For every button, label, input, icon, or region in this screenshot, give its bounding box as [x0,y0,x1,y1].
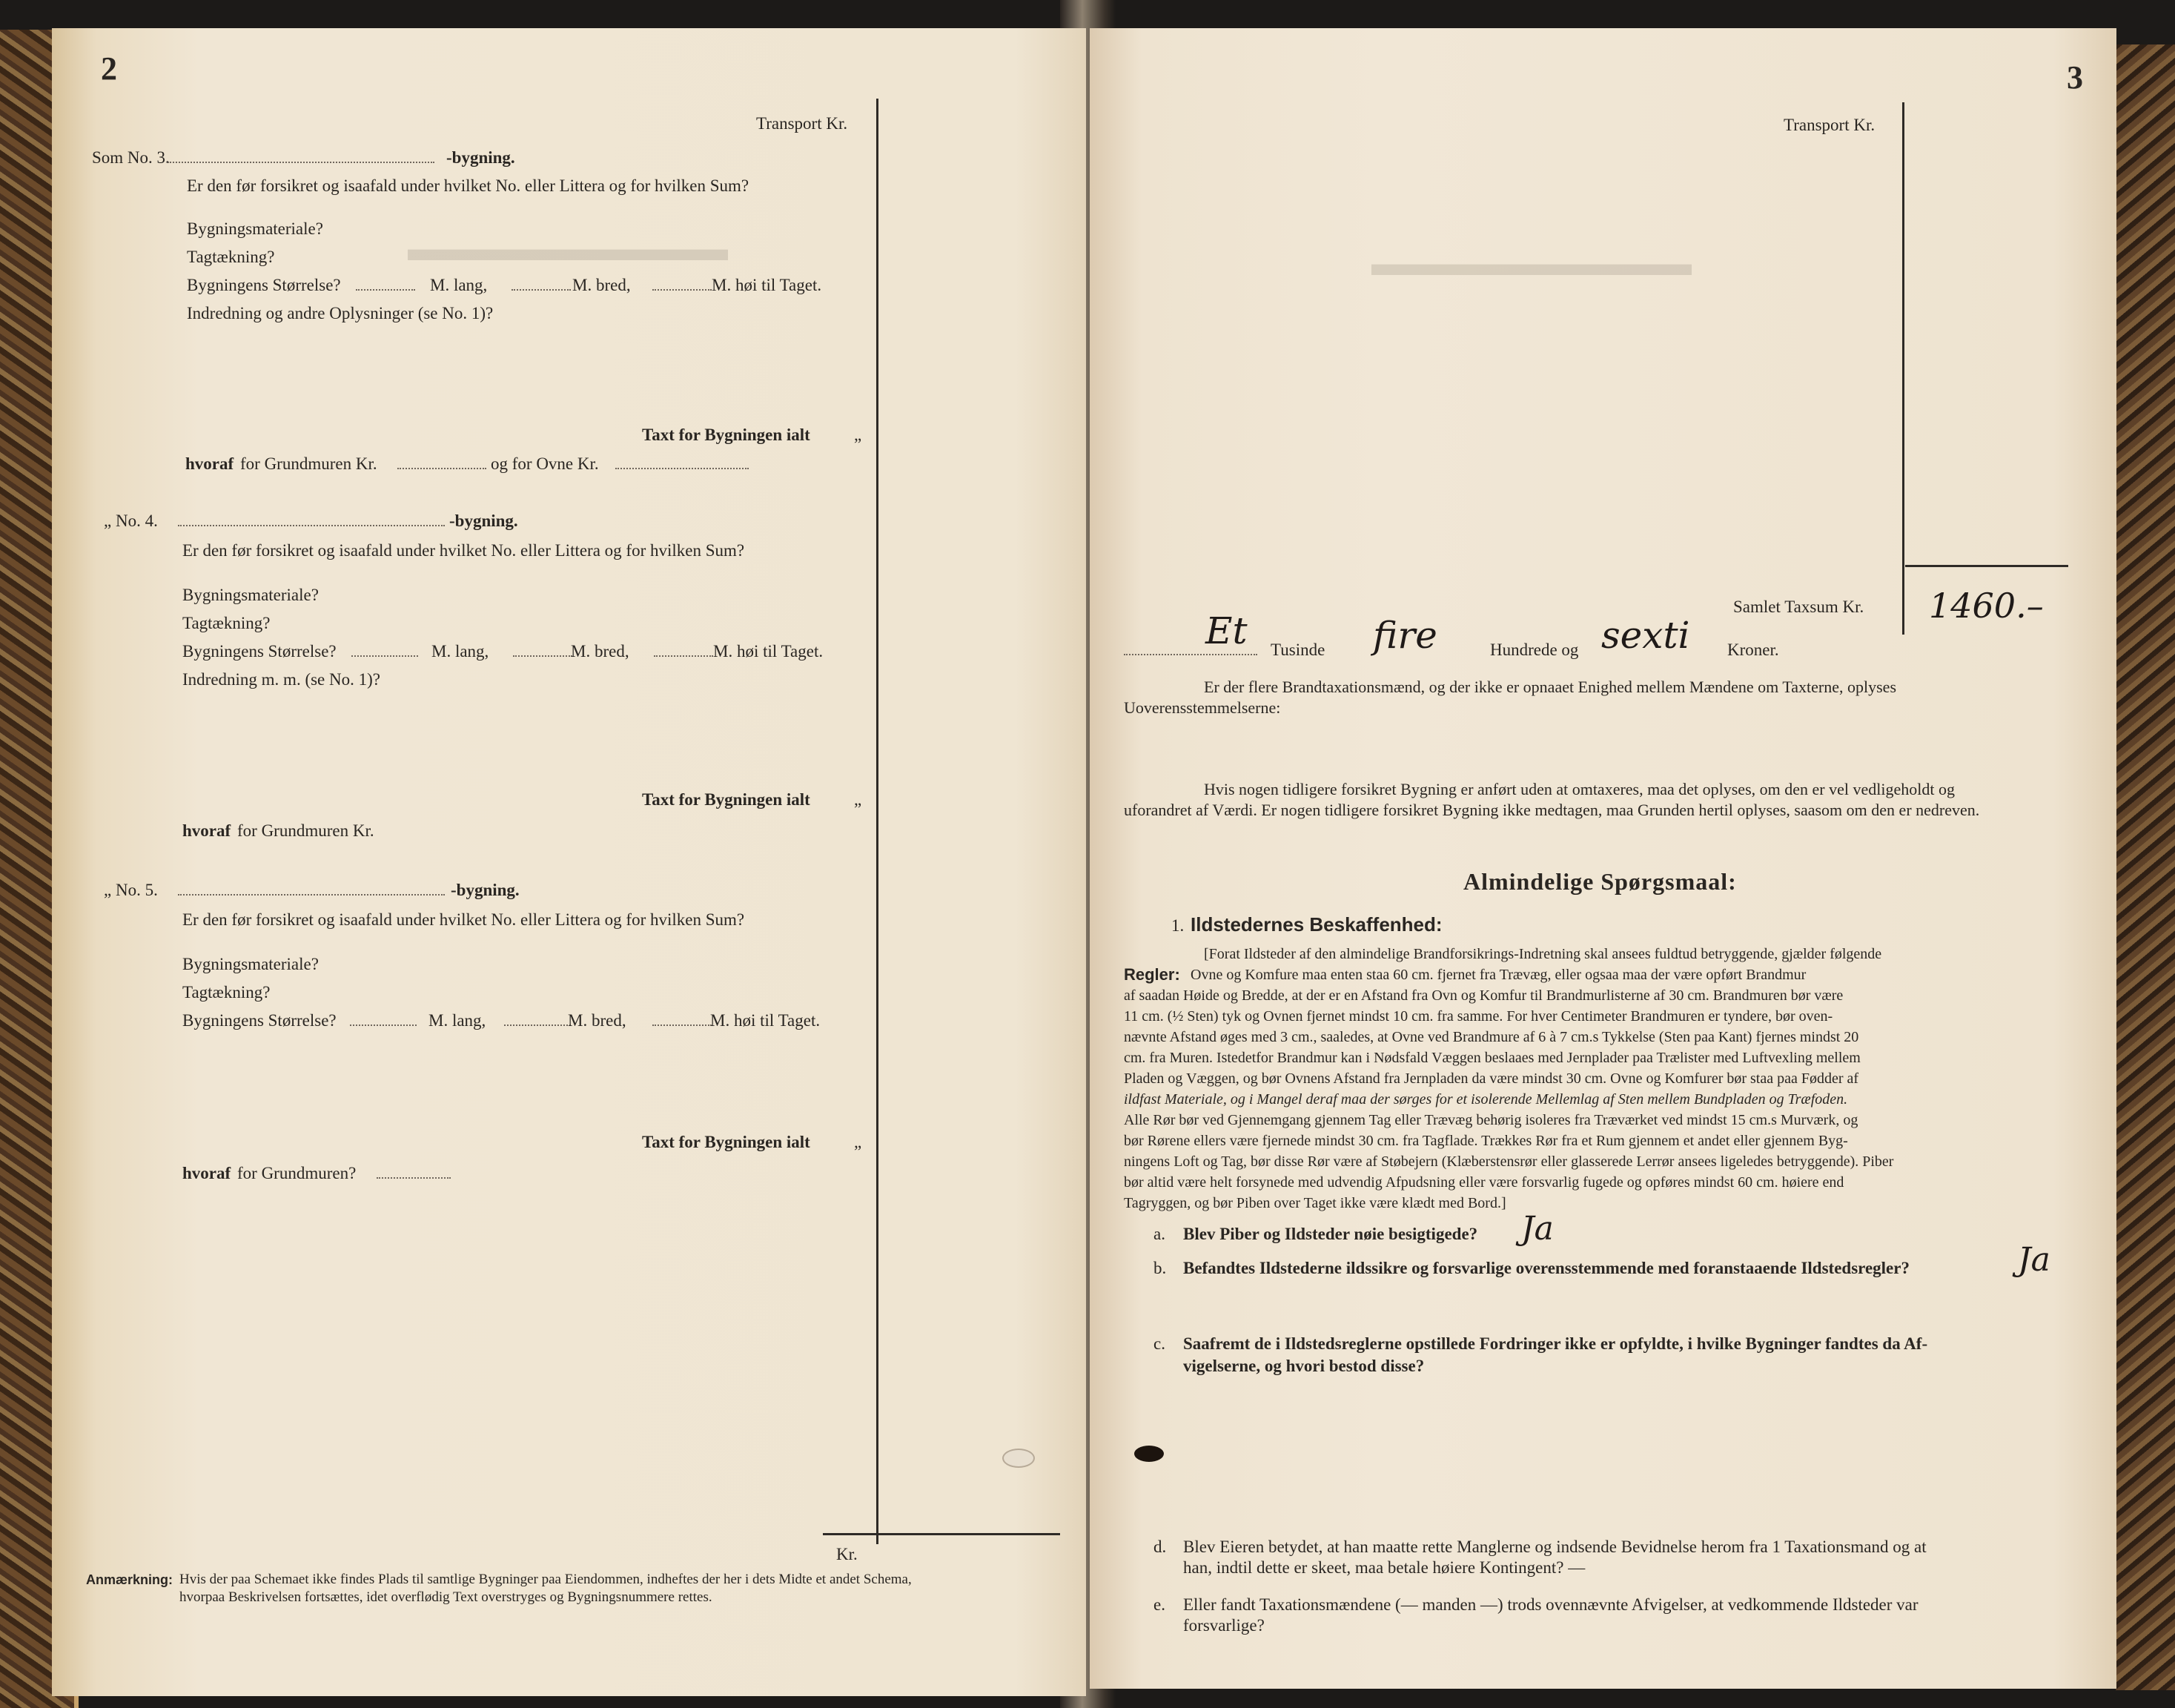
amount-words-hand-et: Et [1205,609,1248,652]
b3-bred: M. bred, [572,276,631,294]
para2-line1: Hvis nogen tidligere forsikret Bygning er anført uden at omtaxeres, maa det oplyses, om den er vel vedligeholdt og [1204,780,1955,798]
b5-size: Bygningens Størrelse? [182,1011,337,1030]
b3-name-blank [168,148,442,168]
qb-answer-handwritten: Ja [2018,1241,2050,1279]
b3-question: Er den før forsikret og isaafald under hvilket No. eller Littera og for hvilken Sum? [187,176,749,195]
samlet-value-handwritten: 1460.– [1929,586,2044,626]
para1-line2: Uoverensstemmelserne: [1124,698,1281,717]
qa-question: Blev Piber og Ildsteder nøie besigtigede? [1183,1225,1478,1243]
regler-label: Regler: [1124,965,1180,984]
b5-hoi-blank [652,1011,712,1030]
rule-line-8: ildfast Materiale, og i Mangel deraf maa der sørges for et isolerende Mellemlag af Sten mellem Bundpladen og Træfoden. [1124,1091,1848,1108]
total-kr-label: Kr. [836,1545,858,1563]
qe-label: e. [1153,1595,1165,1614]
b3-bygning: -bygning. [446,148,515,167]
s1-title: Ildstedernes Beskaffenhed: [1191,913,1443,936]
b5-taxt: Taxt for Bygningen ialt [642,1133,810,1151]
b5-roofing: Tagtækning? [182,983,271,1002]
kroner-label: Kroner. [1727,640,1779,659]
hundrede-label: Hundrede og [1490,640,1579,659]
qd-line-2: han, indtil dette er skeet, maa betale høiere Kontingent? — [1183,1558,1586,1577]
b4-lang: M. lang, [431,642,489,661]
b3-ovne-blank [615,454,749,474]
b3-interior: Indredning og andre Oplysninger (se No. 1)? [187,304,494,322]
para2-line2: uforandret af Værdi. Er nogen tidligere forsikret Bygning ikke medtagen, maa Grunden hertil oplyses, saasom om den er nedreven. [1124,801,1980,819]
note-line-1: Hvis der paa Schemaet ikke findes Plads til samtlige Bygninger paa Eiendommen, indheftes der her i dets Midte et andet Schema, [179,1572,912,1587]
para1-line1: Er der flere Brandtaxationsmænd, og der ikke er opnaaet Enighed mellem Mændene om Taxterne, oplyses [1204,678,1897,696]
qa-label: a. [1153,1225,1165,1243]
qe-line-2: forsvarlige? [1183,1616,1265,1635]
left-page [52,28,1086,1696]
b5-hoi: M. høi til Taget. [710,1011,821,1030]
total-rule [823,1533,1060,1535]
rule-line-5: nævnte Afstand øges med 3 cm., saaledes, at Ovne ved Brandmure af 6 à 7 cm.s Tykkelse (Sten paa Kant) fjernes mindst 20 [1124,1029,1859,1045]
note-label: Anmærkning: [86,1572,173,1587]
b5-ditto: „ [854,1133,862,1151]
rule-line-4: 11 cm. (½ Sten) tyk og Ovnen fjernet mindst 10 cm. fra samme. For hver Centimeter Brandmuren er tyndere, bør oven- [1124,1008,1833,1025]
b5-name-blank [178,881,445,900]
b5-grund-blank [377,1164,451,1183]
samlet-label: Samlet Taxsum Kr. [1733,598,1864,616]
b3-bred-blank [512,276,571,295]
b4-lang-blank [351,642,418,661]
rule-line-11: ningens Loft og Tag, bør disse Rør være af Støbejern (Klæberstensrør eller glasserede Lerrør ansees ligeledes betryggende). Piber [1124,1153,1894,1170]
s1-number: 1. [1171,916,1185,935]
b3-size: Bygningens Størrelse? [187,276,341,294]
amount-words-hand-sexti: sexti [1601,614,1690,657]
rule-line-1: [Forat Ildsteder af den almindelige Brandforsikrings-Indretning skal ansees fuldtud betryggende, gjælder følgende [1204,946,1882,962]
qc-label: c. [1153,1334,1165,1353]
page-number: 2 [101,50,117,87]
b4-roofing: Tagtækning? [182,614,271,632]
qc-line-1: Saafremt de i Ildstedsreglerne opstillede Fordringer ikke er opfyldte, i hvilke Bygninger fandtes da Af- [1183,1334,1928,1353]
transport-label-right: Transport Kr. [1784,116,1876,134]
amount-words-dotline [1124,640,1257,660]
b5-material: Bygningsmateriale? [182,955,319,973]
note-line-2: hvorpaa Beskrivelsen fortsættes, idet overflødig Text overstryges og Bygningsnummere rettes. [179,1589,712,1605]
b5-prefix: „ No. 5. [104,881,158,899]
b4-material: Bygningsmateriale? [182,586,319,604]
amount-column-rule [876,99,878,1544]
b4-interior: Indredning m. m. (se No. 1)? [182,670,380,689]
b3-roofing: Tagtækning? [187,248,275,266]
b3-grund: for Grundmuren Kr. [240,454,377,473]
page-number-right: 3 [2067,59,2083,96]
b5-hvoraf: hvoraf [182,1164,231,1182]
rule-line-6: cm. fra Muren. Istedetfor Brandmur kan i Nødsfald Væggen beslaaes med Jernplader paa Trælister med Luftvexling mellem [1124,1050,1861,1066]
amount-words-hand-fire: fire [1373,614,1437,657]
b3-hoi-blank [652,276,712,295]
b3-ditto: „ [854,426,862,444]
b3-hvoraf: hvoraf [185,454,234,473]
qd-line-1: Blev Eieren betydet, at han maatte rette Manglerne og indsende Bevidnelse herom fra 1 Taxationsmand og at [1183,1537,1927,1556]
transport-label: Transport Kr. [756,114,848,133]
b5-bygning: -bygning. [451,881,520,899]
b4-bygning: -bygning. [449,512,518,530]
section-heading: Almindelige Spørgsmaal: [1463,868,1737,895]
qe-line-1: Eller fandt Taxationsmændene (— manden —) trods ovennævnte Afvigelser, at vedkommende Ildsteder var [1183,1595,1919,1614]
b4-size: Bygningens Størrelse? [182,642,337,661]
b3-grund-blank [397,454,486,474]
rule-line-3: af saadan Høide og Bredde, at der er en Afstand fra Ovn og Komfur til Brandmurlisterne af 30 cm. Brandmuren bør være [1124,987,1844,1004]
qb-label: b. [1153,1259,1167,1277]
b4-prefix: „ No. 4. [104,512,158,530]
rule-line-2: Ovne og Komfure maa enten staa 60 cm. fjernet fra Trævæg, eller ogsaa maa der være opført Brandmur [1191,967,1807,983]
samlet-rule [1905,565,2068,567]
b5-question: Er den før forsikret og isaafald under hvilket No. eller Littera og for hvilken Sum? [182,910,745,929]
b4-question: Er den før forsikret og isaafald under hvilket No. eller Littera og for hvilken Sum? [182,541,745,560]
qb-question: Befandtes Ildstederne ildssikre og forsvarlige overensstemmende med foranstaaende Ildstedsregler? [1183,1259,1910,1277]
rule-line-12: bør altid være helt forsynede med udvendig Afpudsning eller være forsvarlig fugede og opføres mindst 60 cm. høiere end [1124,1174,1844,1191]
b3-lang-blank [356,276,415,295]
rule-line-10: bør Rørene ellers være fjernede mindst 30 cm. fra Tagflade. Trækkes Rør fra et Rum gjennem et andet eller gjennem Byg- [1124,1133,1848,1149]
b3-ovne: og for Ovne Kr. [491,454,599,473]
tusinde-label: Tusinde [1271,640,1325,659]
b5-bred-blank [504,1011,571,1030]
book-binding-right [2116,44,2175,1690]
b5-grund: for Grundmuren? [237,1164,357,1182]
b5-lang-blank [350,1011,417,1030]
b4-hvoraf: hvoraf [182,821,231,840]
b3-material: Bygningsmateriale? [187,219,323,238]
qd-label: d. [1153,1537,1167,1556]
b4-bred: M. bred, [571,642,629,661]
bleed-through-shadow-right: ▬▬▬▬▬▬▬▬▬ [1371,244,1692,283]
b5-lang: M. lang, [428,1011,486,1030]
b4-taxt: Taxt for Bygningen ialt [642,790,810,809]
qa-answer-handwritten: Ja [1521,1210,1554,1248]
paper-tear [1002,1449,1035,1468]
b4-ditto: „ [854,790,862,809]
b3-prefix: Som No. 3. [92,148,170,167]
b5-bred: M. bred, [568,1011,626,1030]
b3-hoi: M. høi til Taget. [712,276,822,294]
b3-taxt: Taxt for Bygningen ialt [642,426,810,444]
b4-hoi: M. høi til Taget. [713,642,824,661]
b4-hoi-blank [654,642,713,661]
rule-line-9: Alle Rør bør ved Gjennemgang gjennem Tag eller Trævæg behørig isoleres fra Træværket ved mindst 15 cm.s Murværk, og [1124,1112,1858,1128]
b4-grund: for Grundmuren Kr. [237,821,374,840]
rule-line-13: Tagryggen, og bør Piben over Taget ikke være klædt med Bord.] [1124,1195,1506,1211]
b3-lang: M. lang, [430,276,488,294]
right-page [1090,28,2116,1689]
b4-bred-blank [513,642,572,661]
qc-line-2: vigelserne, og hvori bestod disse? [1183,1357,1425,1375]
amount-column-rule-right [1902,102,1904,635]
paper-hole [1134,1446,1164,1462]
bleed-through-shadow: ▬▬▬▬▬▬▬▬▬ [408,229,728,268]
rule-line-7: Pladen og Væggen, og bør Ovnens Afstand fra Jernpladen da være mindst 30 cm. Ovne og Komfurer bør staa paa Fødder af [1124,1070,1859,1087]
b4-name-blank [178,512,445,531]
